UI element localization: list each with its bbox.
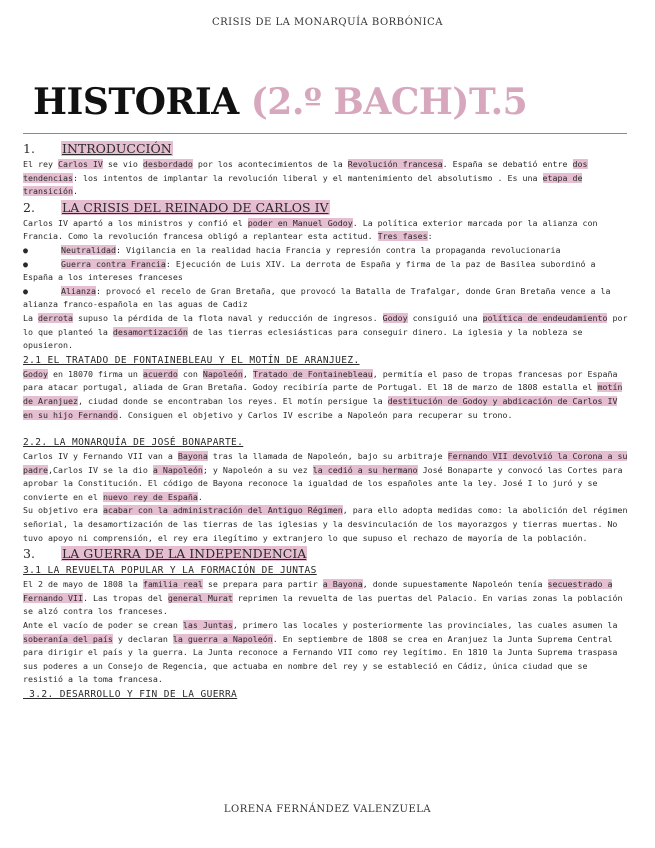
subsection-heading-desarrollo: 3.2. DESARROLLO Y FIN DE LA GUERRA — [23, 689, 238, 700]
section-heading-crisis — [23, 199, 629, 217]
section-number: 3. — [23, 546, 35, 562]
bullet-item — [23, 244, 629, 258]
highlighted-term: desbordado — [142, 159, 193, 169]
highlighted-term: Tratado de Fontainebleau — [252, 368, 373, 379]
section-number: 2. — [23, 199, 35, 215]
highlighted-term: etapa de transición — [23, 172, 583, 197]
highlighted-term: Godoy — [382, 312, 408, 323]
highlighted-term: Revolución francesa — [347, 159, 443, 169]
highlighted-term: Alianza — [61, 285, 96, 296]
highlighted-term: derrota — [38, 312, 73, 323]
running-header: CRISIS DE LA MONARQUÍA BORBÓNICA — [212, 17, 443, 28]
bullet-icon: ● — [23, 285, 28, 296]
highlighted-term: soberanía del país — [23, 633, 113, 644]
title-sub: (2.º BACH)T.5 — [250, 81, 528, 123]
section-label: LA CRISIS DEL REINADO DE CARLOS IV — [62, 199, 329, 215]
bullet-item — [23, 285, 629, 312]
footer-author: LORENA FERNÁNDEZ VALENZUELA — [223, 804, 432, 815]
highlighted-term: Guerra contra Francia — [61, 258, 166, 269]
highlighted-term: a Napoleón — [152, 464, 203, 475]
section-label: LA GUERRA DE LA INDEPENDENCIA — [62, 546, 307, 562]
highlighted-term: dos tendencias — [23, 159, 588, 183]
document-title — [33, 80, 527, 124]
highlighted-term: nuevo rey de España — [102, 491, 198, 502]
paragraph: Carlos IV apartó a los ministros y confió el poder en Manuel Godoy. La política exterior marcada por la alianza con Francia. Como la revolución francesa obligó a replantear esta actitud. Tres fases: — [23, 217, 598, 242]
highlighted-term: desamortización — [112, 326, 188, 337]
section-label: INTRODUCCIÓN — [62, 141, 172, 156]
document-body — [23, 140, 629, 702]
subsection-heading-revuelta: 3.1 LA REVUELTA POPULAR Y LA FORMACIÓN DE JUNTAS — [23, 565, 317, 577]
section-number: 1. — [23, 141, 35, 156]
highlighted-term: Neutralidad — [61, 244, 116, 255]
highlighted-term: familia real — [142, 579, 203, 590]
subsection-heading-bonaparte: 2.2. LA MONARQUÍA DE JOSÉ BONAPARTE. — [23, 437, 244, 449]
highlighted-term: motín de Aranjuez — [23, 382, 623, 406]
bullet-text: Neutralidad: Vigilancia en la realidad hacia Francia y represión contra la propaganda revolucionaria — [61, 244, 561, 255]
blank-line — [23, 422, 629, 435]
bullet-text: Guerra contra Francia: Ejecución de Luis XIV. La derrota de España y firma de la paz de Basilea subordinó a España a los intereses franceses — [23, 258, 596, 283]
highlighted-term: acuerdo — [142, 368, 178, 379]
bullet-item — [23, 258, 629, 285]
highlighted-term: la cedió a su hermano — [312, 464, 418, 475]
highlighted-term: la guerra a Napoleón — [172, 633, 273, 644]
highlighted-term: las Juntas — [182, 620, 233, 631]
subsection-heading-tratado: 2.1 EL TRATADO DE FONTAINEBLEAU Y EL MOTÍN DE ARANJUEZ. — [23, 354, 360, 366]
highlighted-term: política de endeudamiento — [482, 312, 608, 323]
paragraph: Carlos IV y Fernando VII van a Bayona tras la llamada de Napoleón, bajo su arbitraje Fernando VII devolvió la Corona a su padre,Carlos IV se la dio a Napoleón; y Napoleón a su vez la cedió a su hermano José Bonaparte y convocó las Cortes para aprobar la Constitución. El código de Bayona reconoce la igualdad de los españoles ante la ley. José I lo juró y se convierte en el nuevo rey de España. — [23, 451, 628, 502]
section-heading-introduccion — [23, 140, 629, 158]
highlighted-term: Fernando VII devolvió la Corona a su padre — [23, 451, 628, 475]
highlighted-term: secuestrado a Fernando VII — [23, 579, 613, 603]
paragraph: El rey Carlos IV se vio desbordado por los acontecimientos de la Revolución francesa. España se debatió entre dos tendencias: los intentos de implantar la revolución liberal y el mantenimiento del absolutismo . Es una etapa de transición. — [23, 159, 588, 197]
highlighted-term: general Murat — [167, 592, 233, 603]
paragraph: Ante el vacío de poder se crean las Juntas, primero las locales y posteriormente las provinciales, las cuales asumen la soberanía del país y declaran la guerra a Napoleón. En septiembre de 1808 se crea en Aranjuez la Junta Suprema Central para dirigir el país y la guerra. La Junta reconoce a Fernando VII como rey legítimo. En 1810 la Junta Suprema traspasa sus poderes a un Consejo de Regencia, que actuaba en nombre del rey y se estableció en Cádiz, única ciudad que se resistió a la toma francesa. — [23, 620, 618, 685]
paragraph: El 2 de mayo de 1808 la familia real se prepara para partir a Bayona, donde supuestamente Napoleón tenía secuestrado a Fernando VII. Las tropas del general Murat reprimen la revuelta de las puertas del Palacio. En varias zonas la población se alzó contra los franceses. — [23, 579, 623, 617]
title-divider — [23, 133, 627, 134]
bullet-icon: ● — [23, 244, 28, 255]
bullet-icon: ● — [23, 258, 28, 269]
paragraph: Godoy en 18070 firma un acuerdo con Napoleón, Tratado de Fontainebleau, permitía el paso de tropas francesas por España para atacar portugal, aliada de Gran Bretaña. Godoy recibiría parte de Portugal. El 18 de marzo de 1808 estalla el motín de Aranjuez, ciudad donde se encontraban los reyes. El motín persigue la destitución de Godoy y abdicación de Carlos IV en su hijo Fernando. Consiguen el objetivo y Carlos IV escribe a Napoleón para recuperar su trono. — [23, 368, 623, 420]
section-heading-guerra — [23, 545, 629, 563]
highlighted-term: Tres fases — [377, 231, 428, 242]
highlighted-term: destitución de Godoy y abdicación de Carlos IV en su hijo Fernando — [23, 395, 618, 420]
paragraph: La derrota supuso la pérdida de la flota naval y reducción de ingresos. Godoy consiguió una política de endeudamiento por lo que planteó la desamortización de las tierras eclesiásticas para conseguir dinero. La iglesia y la nobleza se opusieron. — [23, 312, 628, 351]
title-main: HISTORIA — [33, 81, 239, 123]
highlighted-term: a Bayona — [322, 579, 363, 590]
highlighted-term: Godoy — [23, 368, 48, 379]
highlighted-term: poder en Manuel Godoy — [247, 217, 353, 228]
highlighted-term: Carlos IV — [57, 159, 103, 169]
highlighted-term: Bayona — [177, 451, 208, 462]
highlighted-term: acabar con la administración del Antiguo Régimen — [102, 505, 343, 516]
highlighted-term: Napoleón — [202, 368, 243, 379]
bullet-text: Alianza: provocó el recelo de Gran Bretaña, que provocó la Batalla de Trafalgar, donde Gran Bretaña vence a la alianza franco-española en las aguas de Cadiz — [23, 285, 611, 310]
paragraph: Su objetivo era acabar con la administración del Antiguo Régimen, para ello adopta medidas como: la abolición del régimen señorial, la desamortización de las tierras de las iglesias y la desvinculación de los mayorazgos y tierras muertas. No tuvo apoyo ni comprensión, el rey era ilegítimo y extranjero lo que supuso el rechazo de mayoría de la población. — [23, 505, 628, 543]
